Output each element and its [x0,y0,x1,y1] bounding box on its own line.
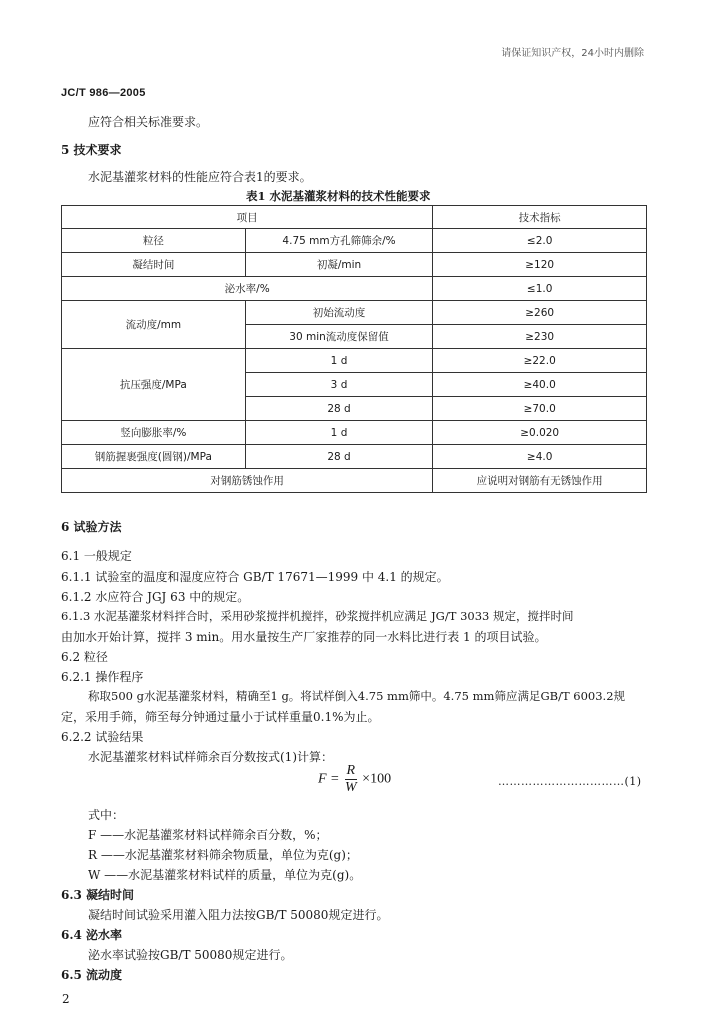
table-cell: 28 d [245,397,433,421]
table-header-spec: 技术指标 [433,206,647,229]
where-W: W ——水泥基灌浆材料试样的质量，单位为克(g)。 [88,868,362,882]
table-cell: ≥40.0 [433,373,647,397]
table-cell: ≥0.020 [433,421,647,445]
table-cell: 1 d [245,349,433,373]
table-row [62,229,647,253]
section-5-paragraph: 水泥基灌浆材料的性能应符合表1的要求。 [88,170,312,184]
section-6-1-title: 6.1 一般规定 [61,549,132,563]
formula-numerator: R [346,763,356,778]
clause-6-1-3-line2: 由加水开始计算，搅拌 3 min。用水量按生产厂家推荐的同一水料比进行表 1 的项目试验。 [61,630,547,644]
table-cell: 应说明对钢筋有无锈蚀作用 [433,469,647,493]
clause-6-2-1-line1: 称取500 g水泥基灌浆材料，精确至1 g。将试样倒入4.75 mm筛中。4.75 mm筛应满足GB/T 6003.2规 [88,689,626,703]
table-cell: ≥70.0 [433,397,647,421]
clause-6-4-text: 泌水率试验按GB/T 50080规定进行。 [88,948,293,962]
clause-6-1-3-line1: 6.1.3 水泥基灌浆材料拌合时，采用砂浆搅拌机搅拌，砂浆搅拌机应满足 JG/T 3033 规定，搅拌时间 [61,609,574,623]
formula-rhs: ×100 [362,771,392,787]
table-row [62,421,647,445]
table-header-item: 项目 [62,206,433,229]
table-cell: 凝结时间 [62,253,246,277]
table-cell: ≥120 [433,253,647,277]
spec-table [61,205,647,493]
table-caption: 表1 水泥基灌浆材料的技术性能要求 [246,189,431,203]
formula-denominator: W [345,780,357,795]
table-cell: ≥22.0 [433,349,647,373]
formula-1 [318,763,391,796]
table-row [62,253,647,277]
table-cell: ≤1.0 [433,277,647,301]
clause-6-1-1: 6.1.1 试验室的温度和湿度应符合 GB/T 17671—1999 中 4.1 的规定。 [61,570,449,584]
copyright-notice: 请保证知识产权，24小时内删除 [501,48,644,59]
clause-6-2-2-line1: 水泥基灌浆材料试样筛余百分数按式(1)计算： [88,750,333,764]
table-cell: 抗压强度/MPa [62,349,246,421]
formula-lhs: F = [318,771,340,787]
table-cell: 1 d [245,421,433,445]
table-cell: 4.75 mm方孔筛筛余/% [245,229,433,253]
clause-6-2-2: 6.2.2 试验结果 [61,730,144,744]
table-cell: 粒径 [62,229,246,253]
table-cell: ≥260 [433,301,647,325]
section-6-2-title: 6.2 粒径 [61,650,108,664]
table-row [62,469,647,493]
table-cell: 流动度/mm [62,301,246,349]
section-6-5-title: 6.5 流动度 [61,968,123,982]
table-cell: 3 d [245,373,433,397]
table-cell: 30 min流动度保留值 [245,325,433,349]
table-row [62,301,647,325]
table-row [62,277,647,301]
clause-6-3-text: 凝结时间试验采用灌入阻力法按GB/T 50080规定进行。 [88,908,389,922]
standard-number: JC/T 986—2005 [61,87,146,99]
section-6-4-title: 6.4 泌水率 [61,928,123,942]
clause-6-1-2: 6.1.2 水应符合 JGJ 63 中的规定。 [61,590,250,604]
where-R: R ——水泥基灌浆材料筛余物质量，单位为克(g)； [88,848,358,862]
table-cell: ≤2.0 [433,229,647,253]
formula-fraction [345,763,357,796]
table-row [62,206,647,229]
section-6-title: 6 试验方法 [61,520,122,534]
table-row [62,445,647,469]
table-cell: 初凝/min [245,253,433,277]
where-label: 式中： [88,808,125,822]
table-cell: 28 d [245,445,433,469]
table-cell: 对钢筋锈蚀作用 [62,469,433,493]
where-F: F ——水泥基灌浆材料试样筛余百分数，%； [88,828,328,842]
table-cell: 泌水率/% [62,277,433,301]
intro-line: 应符合相关标准要求。 [88,115,209,129]
table-cell: 初始流动度 [245,301,433,325]
table-cell: 钢筋握裹强度(圆钢)/MPa [62,445,246,469]
table-cell: 竖向膨胀率/% [62,421,246,445]
table-cell: ≥4.0 [433,445,647,469]
table-cell: ≥230 [433,325,647,349]
page-number: 2 [62,992,70,1006]
section-6-3-title: 6.3 凝结时间 [61,888,135,902]
section-5-title: 5 技术要求 [61,143,122,157]
clause-6-2-1-line2: 定，采用手筛，筛至每分钟通过量小于试样重量0.1%为止。 [61,710,380,724]
equation-number: ……………………………(1) [498,775,642,788]
clause-6-2-1: 6.2.1 操作程序 [61,670,144,684]
table-row [62,349,647,373]
